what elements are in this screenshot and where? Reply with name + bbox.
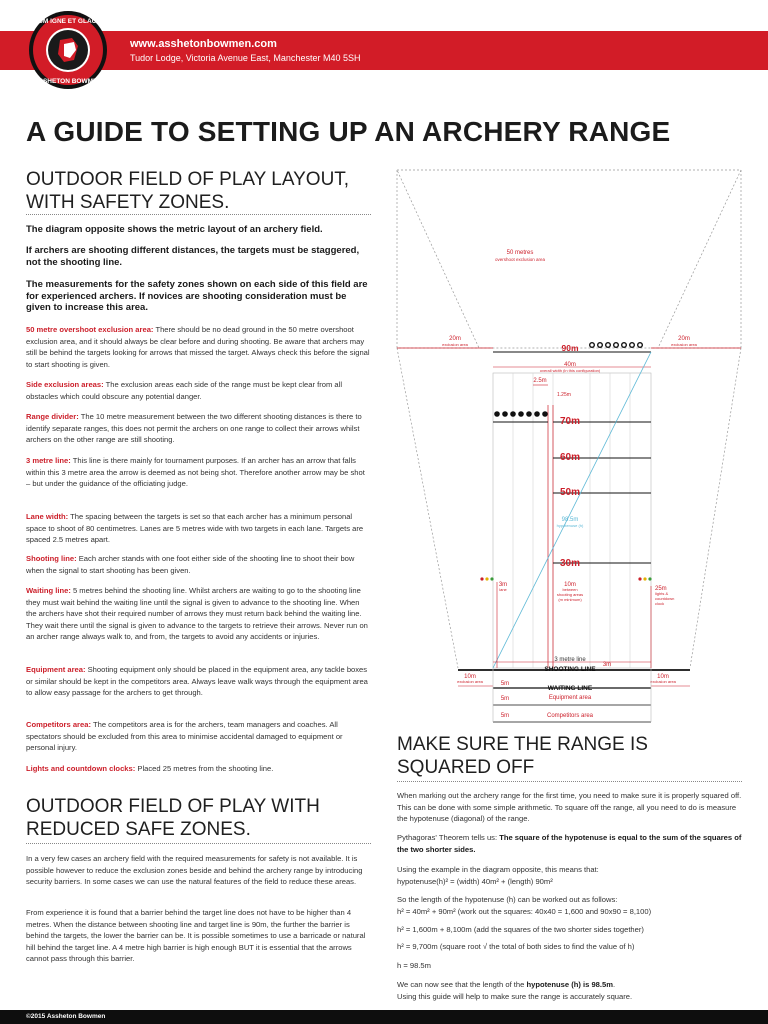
item-term: 50 metre overshoot exclusion area: <box>26 325 154 334</box>
waiting-line-label: WAITING LINE <box>547 685 593 692</box>
item-term: Side exclusion areas: <box>26 380 104 389</box>
equipment-area-label: Equipment area <box>548 695 592 701</box>
example-equation: hypotenuse(h)² = (width) 40m² + (length) 90m² <box>397 876 553 886</box>
five-m-label-3: 5m <box>500 713 510 719</box>
lead-paragraph-1: The diagram opposite shows the metric layout of an archery field. <box>26 224 323 235</box>
target-icon <box>614 343 617 346</box>
light-icon <box>480 577 483 580</box>
conclusion-a: We can now see that the length of the <box>397 980 527 989</box>
target-icon <box>510 411 516 417</box>
item-term: Lights and countdown clocks: <box>26 764 136 773</box>
light-icon <box>643 577 646 580</box>
section1-heading <box>26 168 349 214</box>
clock-sublabel-1: lights & <box>655 591 669 596</box>
target-icon <box>598 343 601 346</box>
item-shooting-line <box>26 553 371 576</box>
item-competitors-area <box>26 719 371 754</box>
target-icon <box>630 343 633 346</box>
item-text: 5 metres behind the shooting line. Whilst archers are waiting to go to the shooting line they must wait behind the waiting line until the signal is given to advance to the shooting line. When the archers have shot their required number of arrows they must return back behind the waiting line. They wait there until the signal is given to advance to the targets to retrieve their arrows. Never run on an archer range always walk to, and from, the targets to avoid any accidents or injuries. <box>26 586 368 641</box>
lead-paragraph-3: The measurements for the safety zones shown on each side of this field are for experienced archers. If novices are shooting consideration must be given to increase this area. <box>26 279 368 313</box>
distance-60m: 60m <box>559 452 581 463</box>
side-right-sublabel: exclusion area <box>671 342 697 347</box>
section1-heading-line1: OUTDOOR FIELD OF PLAY LAYOUT, <box>26 169 350 190</box>
width-sublabel: overall width (in this configuration) <box>539 368 601 373</box>
site-url[interactable]: www.asshetonbowmen.com <box>130 38 277 50</box>
section2-heading <box>26 795 320 841</box>
workout-step-2: h² = 1,600m + 8,100m (add the squares of the two shorter sides together) <box>397 925 644 934</box>
section1-heading-line2: WITH SAFETY ZONES. <box>26 192 230 213</box>
item-overshoot <box>26 324 371 370</box>
item-term: Waiting line: <box>26 586 71 595</box>
excl-right-label: 10m <box>657 674 669 680</box>
shooting-line-label: SHOOTING LINE <box>544 666 596 673</box>
excl-left-label: 10m <box>464 674 476 680</box>
item-text: Placed 25 metres from the shooting line. <box>135 764 274 773</box>
copyright: ©2015 Assheton Bowmen <box>26 1013 106 1020</box>
section2-paragraph-2: From experience it is found that a barrier behind the target line does not have to be higher than 4 metres. When the distance between shooting line and target line is 90m, the further the barrier is behind the targets, the lower the barrier can be. It is possible sometimes to use a barricade or natural hill behind the target line. A 4 metre high barrier is high enough BUT it is essential that the arrows cannot pass through this barrier. <box>26 908 366 963</box>
target-icon <box>534 411 540 417</box>
hypotenuse-label: 98.5m <box>561 517 579 523</box>
target-icon <box>542 411 548 417</box>
between-sublabel-3: (m minimum) <box>558 597 582 602</box>
footer-bar <box>0 1010 768 1024</box>
lane-label: 3m <box>498 582 508 588</box>
item-text: Shooting equipment only should be placed in the equipment area, any tackle boxes or similar should be kept in the competitors area. Always leave walk ways through the equipment area to allow easy passage for the archers to get through. <box>26 665 368 697</box>
target-icon <box>502 411 508 417</box>
item-lights-clocks <box>26 763 371 775</box>
side-left-label: 20m <box>449 336 461 342</box>
between-sublabel-2: shooting areas <box>556 592 584 597</box>
divider <box>26 214 371 215</box>
side-right-label: 20m <box>678 336 690 342</box>
target-icon <box>638 343 641 346</box>
section2-heading-line1: OUTDOOR FIELD OF PLAY WITH <box>26 796 320 817</box>
item-text: The spacing between the targets is set so that each archer has a minimum personal space to shoot of 80 centimetres. Lanes are 5 metres wide with two targets in each lane. Targets are spaced 2.5 metres apart. <box>26 512 364 544</box>
three-metre-label: 3 metre line <box>554 657 586 663</box>
target-spacing-label: 2.5m <box>533 378 547 384</box>
section2-heading-line2: REDUCED SAFE ZONES. <box>26 819 251 840</box>
light-icon <box>638 577 641 580</box>
side-left-sublabel: exclusion area <box>442 342 468 347</box>
target-icon <box>606 343 609 346</box>
item-lane-width <box>26 511 371 546</box>
lead-paragraph-2: If archers are shooting different distances, the targets must be staggered, not the shooting line. <box>26 245 360 268</box>
between-sublabel-1: between <box>562 587 578 592</box>
lights-left <box>480 577 493 580</box>
divider-label: 1.25m <box>557 392 571 398</box>
section3-heading-line1: MAKE SURE THE RANGE IS <box>397 734 648 755</box>
item-text: There should be no dead ground in the 50 metre overshoot exclusion area, and it should always be clear before and during shooting. Be aware that archers may still be behind the targets looking for arrows that missed the target. Always check this before the signal to start shooting is given. <box>26 325 370 369</box>
item-term: Shooting line: <box>26 554 77 563</box>
site-address: Tudor Lodge, Victoria Avenue East, Manchester M40 5SH <box>130 53 361 63</box>
section3-paragraph-3 <box>397 864 747 887</box>
item-term: Range divider: <box>26 412 79 421</box>
distance-30m: 30m <box>559 558 581 569</box>
workout-step-1: h² = 40m² + 90m² (work out the squares: 40x40 = 1,600 and 90x90 = 8,100) <box>397 906 652 916</box>
targets-70m <box>494 411 548 417</box>
item-text: The exclusion areas each side of the range must be kept clear from all obstacles which could obscure any potential danger. <box>26 380 343 401</box>
item-term: 3 metre line: <box>26 456 71 465</box>
section3-paragraph-2 <box>397 832 747 855</box>
section2-paragraph-1: In a very few cases an archery field with the required measurements for safety is not available. It is possible however to reduce the exclusion zones beside and behind the archery range by introducing security barriers. In some cases we can use the natural features of the field to reduce these areas. <box>26 854 363 886</box>
distance-90m: 90m <box>561 343 579 353</box>
item-text: This line is there mainly for tournament purposes. If an archer has an arrow that falls within this 3 metre area the arrow is deemed as not being shot. Therefore another arrow may be shot – but under the guidance of the officiating judge. <box>26 456 365 488</box>
workout-result: h = 98.5m <box>397 961 431 970</box>
light-icon <box>648 577 651 580</box>
light-icon <box>485 577 488 580</box>
distance-70m: 70m <box>559 416 581 427</box>
overshoot-area-outline <box>397 170 741 348</box>
clock-sublabel-2: countdown <box>655 596 675 601</box>
example-intro: Using the example in the diagram opposite, this means that: <box>397 865 599 874</box>
section3-paragraph-1: When marking out the archery range for the first time, you need to make sure it is properly squared off. This can be done with some simple arithmetic. To square off the range, all you need to do is measure the hypotenuse (diagonal) of the range. <box>397 791 742 823</box>
section3-heading-line2: SQUARED OFF <box>397 757 535 778</box>
light-icon <box>490 577 493 580</box>
item-waiting-line <box>26 585 371 643</box>
item-term: Competitors area: <box>26 720 91 729</box>
clock-sublabel-3: clock <box>655 601 665 606</box>
logo-text-top: CUM IGNE ET GLACIE <box>33 18 103 25</box>
divider <box>26 843 371 844</box>
item-text: The competitors area is for the archers, team managers and coaches. All spectators should be excluded from this area to minimise accidental damaged to equipment or personal injury. <box>26 720 343 752</box>
hypotenuse-sublabel: hypotenuse (h) <box>556 523 584 528</box>
workout-step-3: h² = 9,700m (square root √ the total of both sides to find the value of h) <box>397 942 635 951</box>
section3-paragraph-4 <box>397 894 747 917</box>
five-m-label-2: 5m <box>500 696 510 702</box>
target-icon <box>526 411 532 417</box>
excl-right-sublabel: exclusion area <box>650 679 676 684</box>
conclusion-c: . <box>612 980 616 989</box>
archery-range-diagram <box>380 160 768 740</box>
clock-label: 25m <box>655 586 667 592</box>
page-title: A GUIDE TO SETTING UP AN ARCHERY RANGE <box>26 116 671 147</box>
overshoot-label: 50 metres <box>506 250 534 256</box>
distance-50m: 50m <box>559 487 581 498</box>
lane-sublabel: lane <box>499 587 507 592</box>
header-banner <box>0 31 768 70</box>
item-term: Equipment area: <box>26 665 86 674</box>
three-m-label: 3m <box>602 662 612 668</box>
target-icon <box>590 343 593 346</box>
target-icon <box>518 411 524 417</box>
item-term: Lane width: <box>26 512 69 521</box>
item-3-metre-line <box>26 455 371 490</box>
workout-intro: So the length of the hypotenuse (h) can be worked out as follows: <box>397 895 618 904</box>
conclusion <box>397 979 747 991</box>
target-icon <box>494 411 500 417</box>
logo-text-bottom: ASSHETON BOWMEN <box>33 78 103 85</box>
conclusion-hypotenuse: hypotenuse (h) is 98.5m <box>526 980 613 989</box>
item-text: Each archer stands with one foot either side of the shooting line to shoot their bow when the signal to start shooting has been given. <box>26 554 355 575</box>
divider <box>397 781 742 782</box>
club-logo <box>24 10 112 90</box>
lights-right <box>638 577 651 580</box>
excl-left-sublabel: exclusion area <box>457 679 483 684</box>
closing-note: Using this guide will help to make sure the range is accurately square. <box>397 992 633 1001</box>
five-m-label-1: 5m <box>500 681 510 687</box>
pythagoras-intro: Pythagoras' Theorem tells us: <box>397 833 500 842</box>
pythagoras-statement: The square of the hypotenuse is equal to the sum of the squares of the two shorter sides. <box>397 833 742 854</box>
target-icon <box>622 343 625 346</box>
item-side-exclusion <box>26 379 371 402</box>
overshoot-sublabel: overshoot exclusion area <box>494 257 546 262</box>
item-text: The 10 metre measurement between the two different shooting distances is there to identify separate ranges, this does not permit the archers on one range to collect their arrows whilst archers on the other range are still shooting. <box>26 412 362 444</box>
item-equipment-area <box>26 664 371 699</box>
hypotenuse-line <box>493 352 651 668</box>
between-label: 10m <box>564 582 576 588</box>
competitors-area-label: Competitors area <box>546 713 594 719</box>
item-range-divider <box>26 411 371 446</box>
width-label: 40m <box>564 362 576 368</box>
